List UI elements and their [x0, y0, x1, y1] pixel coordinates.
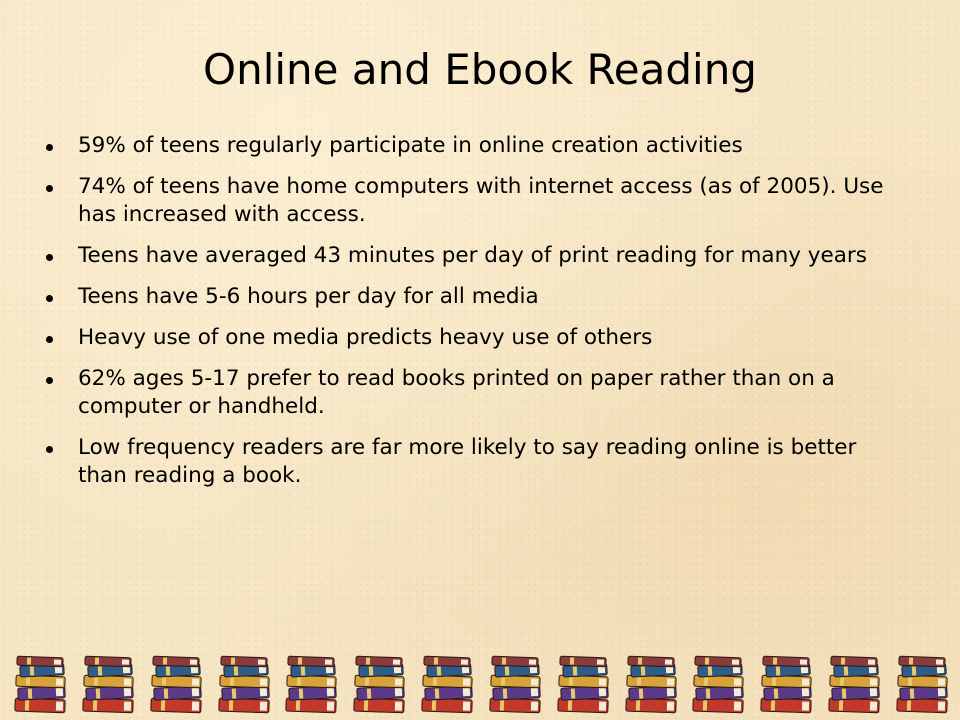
- bullet-text: Low frequency readers are far more likely to say reading online is better than reading a book.: [78, 435, 857, 488]
- book-stack-icon: [555, 655, 613, 715]
- book-stack-icon: [216, 655, 274, 715]
- bullet-dot-icon: [46, 185, 53, 192]
- book-stack-icon: [12, 655, 70, 715]
- bullet-text: 62% ages 5-17 prefer to read books printed on paper rather than on a computer or handheld.: [78, 366, 835, 419]
- book-stack-icon: [826, 655, 884, 715]
- slide-title: Online and Ebook Reading: [203, 45, 757, 94]
- bullet-dot-icon: [46, 254, 53, 261]
- bullet-item: [42, 283, 912, 311]
- book-stack-icon: [894, 655, 952, 715]
- book-stack-icon: [351, 655, 409, 715]
- book-stack-icon: [487, 655, 545, 715]
- bullet-dot-icon: [46, 295, 53, 302]
- bullet-text: Heavy use of one media predicts heavy use of others: [78, 325, 653, 350]
- bullet-text: 74% of teens have home computers with internet access (as of 2005). Use has increased with access.: [78, 174, 884, 227]
- bullet-dot-icon: [46, 336, 53, 343]
- bullet-item: [42, 242, 912, 270]
- bullet-dot-icon: [46, 144, 53, 151]
- bullet-list: [42, 132, 912, 503]
- book-stack-icon: [80, 655, 138, 715]
- bullet-item: [42, 173, 912, 229]
- bullet-item: [42, 365, 912, 421]
- book-stack-icon: [419, 655, 477, 715]
- book-stack-border: [12, 655, 952, 715]
- bullet-dot-icon: [46, 446, 53, 453]
- bullet-item: [42, 324, 912, 352]
- bullet-text: Teens have 5-6 hours per day for all media: [78, 284, 539, 309]
- book-stack-icon: [690, 655, 748, 715]
- book-stack-icon: [758, 655, 816, 715]
- bullet-text: Teens have averaged 43 minutes per day of print reading for many years: [78, 243, 867, 268]
- bullet-item: [42, 434, 912, 490]
- bullet-text: 59% of teens regularly participate in online creation activities: [78, 133, 743, 158]
- bullet-dot-icon: [46, 377, 53, 384]
- book-stack-icon: [283, 655, 341, 715]
- book-stack-icon: [623, 655, 681, 715]
- bullet-item: [42, 132, 912, 160]
- book-stack-icon: [148, 655, 206, 715]
